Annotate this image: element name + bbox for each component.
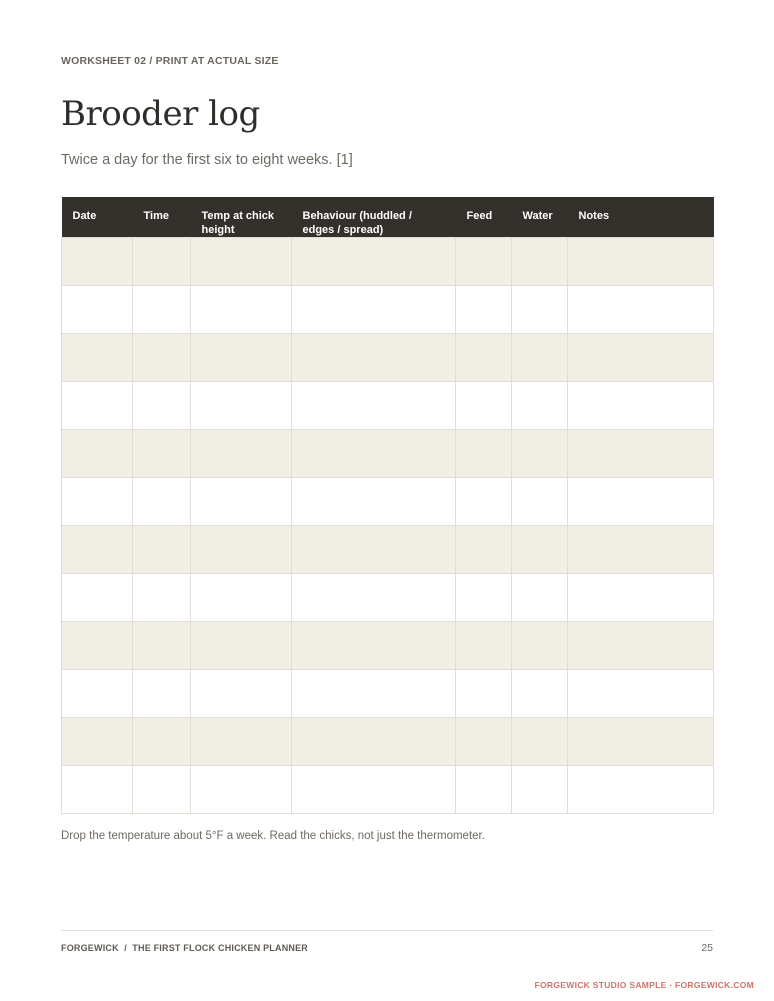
table-cell [62,334,133,382]
footer-divider [61,930,713,931]
table-cell [568,430,714,478]
table-cell [191,238,292,286]
table-cell [512,718,568,766]
table-cell [456,766,512,814]
table-cell [133,286,191,334]
table-row [62,670,714,718]
table-cell [292,430,456,478]
table-cell [62,430,133,478]
table-row [62,238,714,286]
page-title: Brooder log [61,94,260,134]
table-cell [456,334,512,382]
table-cell [456,430,512,478]
table-cell [292,622,456,670]
table-cell [568,670,714,718]
table-cell [62,670,133,718]
table-cell [292,766,456,814]
table-cell [133,382,191,430]
table-cell [568,526,714,574]
table-cell [456,622,512,670]
table-row [62,526,714,574]
table-cell [191,766,292,814]
table-cell [133,478,191,526]
table-row [62,334,714,382]
table-cell [456,478,512,526]
table-cell [292,382,456,430]
table-cell [191,574,292,622]
table-cell [292,238,456,286]
table-cell [191,286,292,334]
table-row [62,718,714,766]
table-cell [133,430,191,478]
column-header-temp: Temp at chick height [191,197,292,238]
page-subtitle: Twice a day for the first six to eight weeks. [1] [61,152,353,168]
table-cell [62,238,133,286]
table-cell [292,718,456,766]
table-cell [568,622,714,670]
table-cell [62,526,133,574]
table-cell [456,238,512,286]
table-cell [512,334,568,382]
table-cell [512,526,568,574]
table-cell [568,238,714,286]
table-cell [191,718,292,766]
table-row [62,574,714,622]
sample-stamp: FORGEWICK STUDIO SAMPLE · FORGEWICK.COM [534,980,754,990]
table-cell [133,622,191,670]
column-header-date: Date [62,197,133,238]
table-row [62,622,714,670]
table-body [62,238,714,814]
table-cell [512,574,568,622]
table-cell [191,334,292,382]
table-cell [62,766,133,814]
table-cell [568,286,714,334]
table-cell [62,622,133,670]
table-row [62,382,714,430]
table-cell [568,382,714,430]
table-cell [568,766,714,814]
table-cell [568,574,714,622]
table-cell [191,526,292,574]
table-cell [512,286,568,334]
table-cell [133,670,191,718]
table-cell [512,382,568,430]
table-cell [568,718,714,766]
table-header-row [62,197,714,238]
worksheet-label: WORKSHEET 02 / PRINT AT ACTUAL SIZE [61,55,279,67]
table-cell [512,670,568,718]
table-cell [133,526,191,574]
table-cell [456,286,512,334]
footer-title: FORGEWICK / THE FIRST FLOCK CHICKEN PLANNER [61,943,308,953]
table-cell [292,286,456,334]
table-cell [512,430,568,478]
page-number: 25 [701,942,713,954]
table-cell [62,286,133,334]
table-cell [512,238,568,286]
table-cell [133,718,191,766]
table-cell [292,574,456,622]
table-row [62,286,714,334]
table-row [62,478,714,526]
temperature-note: Drop the temperature about 5°F a week. Read the chicks, not just the thermometer. [61,830,485,842]
table-cell [512,478,568,526]
table-cell [456,382,512,430]
table-cell [62,382,133,430]
table-cell [512,766,568,814]
table-cell [191,382,292,430]
table-cell [568,334,714,382]
table-cell [292,478,456,526]
table-cell [456,670,512,718]
column-header-time: Time [133,197,191,238]
column-header-notes: Notes [568,197,714,238]
table-cell [191,670,292,718]
table-cell [568,478,714,526]
table-cell [133,238,191,286]
table-cell [133,574,191,622]
table-cell [292,334,456,382]
table-row [62,766,714,814]
table-cell [62,478,133,526]
brooder-log-table [61,197,714,814]
table-cell [62,574,133,622]
column-header-water: Water [512,197,568,238]
table-cell [191,478,292,526]
column-header-feed: Feed [456,197,512,238]
table-cell [191,622,292,670]
table-cell [456,574,512,622]
table-cell [133,334,191,382]
table-cell [456,718,512,766]
table-cell [292,526,456,574]
table-cell [133,766,191,814]
table-cell [292,670,456,718]
table-row [62,430,714,478]
table-cell [62,718,133,766]
column-header-behaviour: Behaviour (huddled / edges / spread) [292,197,456,238]
table-cell [191,430,292,478]
table-cell [456,526,512,574]
table-cell [512,622,568,670]
